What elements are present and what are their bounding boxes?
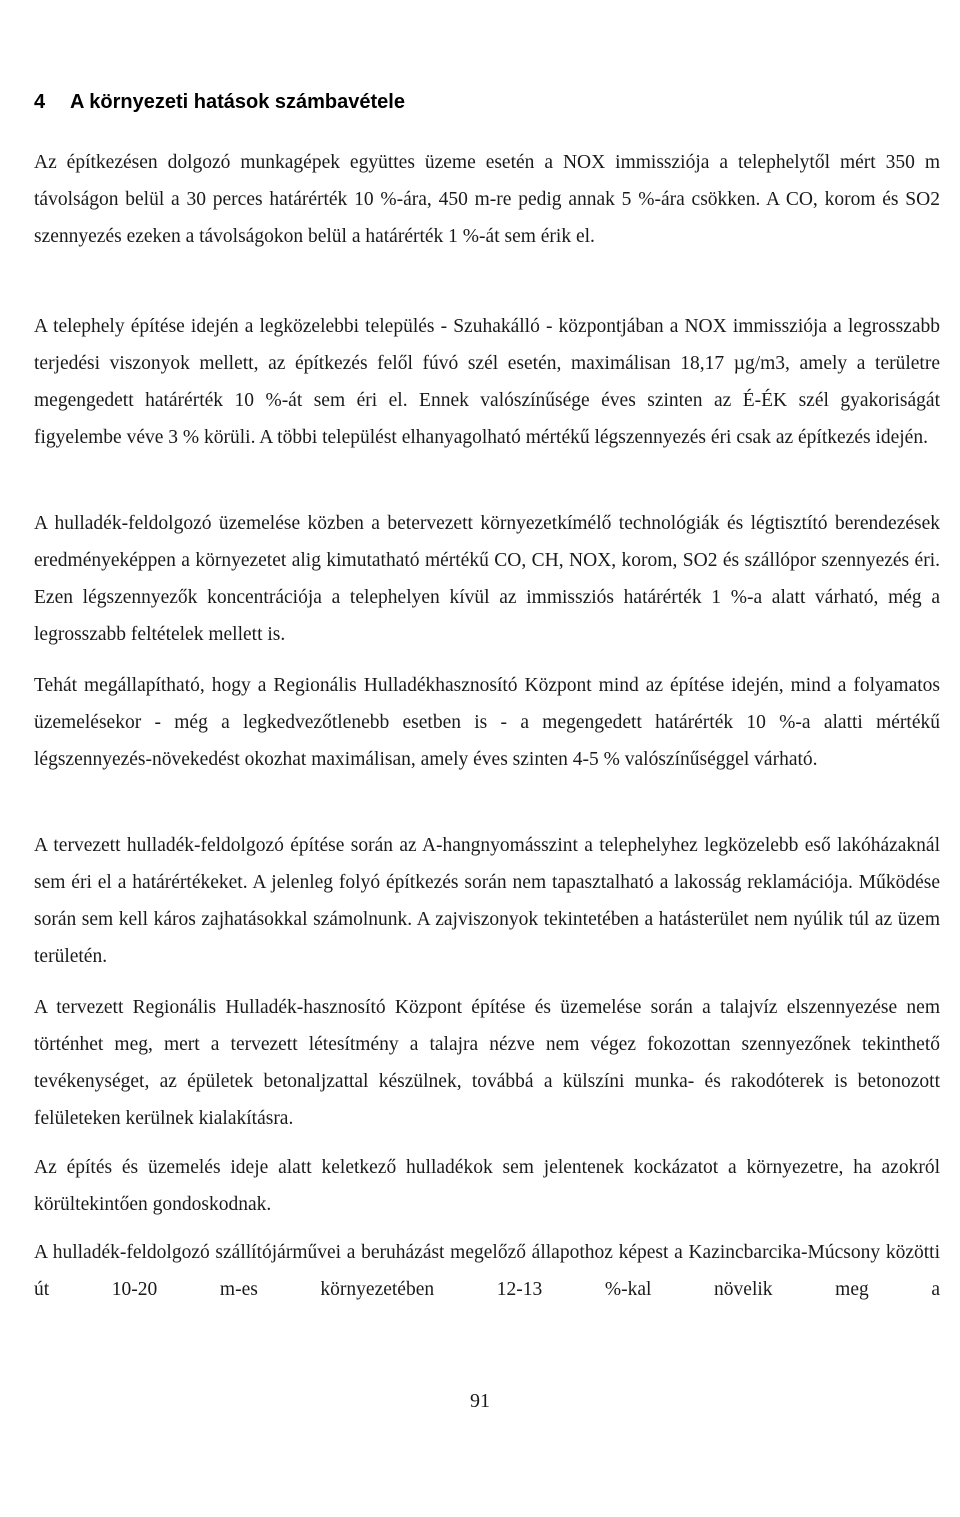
section-title: A környezeti hatások számbavétele — [70, 91, 405, 113]
section-number: 4 — [34, 91, 46, 113]
page-number: 91 — [470, 1390, 490, 1412]
paragraph-8: A hulladék-feldolgozó szállítójárművei a beruházást megelőző állapothoz képest a Kazincbarcika-Múcsony közötti út 10-20 m-es környezetében 12-13 %-kal növelik meg a — [34, 1242, 940, 1300]
section-heading — [34, 91, 405, 114]
paragraph-5: A tervezett hulladék-feldolgozó építése során az A-hangnyomásszint a telephelyhez legközelebb eső lakóházaknál sem éri el a határértékeket. A jelenleg folyó építkezés során nem tapasztalható a lakosság reklamációja. Működése során sem kell káros zajhatásokkal számolnunk. A zajviszonyok tekintetében a hatásterület nem nyúlik túl az üzem területén. — [34, 835, 940, 967]
paragraph-2: A telephely építése idején a legközelebbi település - Szuhakálló - központjában a NOX immissziója a legrosszabb terjedési viszonyok mellett, az építkezés felől fúvó szél esetén, maximálisan 18,17 µg/m3, amely a területre megengedett határérték 10 %-át sem éri el. Ennek valószínűsége éves szinten az É-ÉK szél gyakoriságát figyelembe véve 3 % körüli. A többi települést elhanyagolható mértékű légszennyezés éri csak az építkezés idején. — [34, 316, 940, 448]
paragraph-1: Az építkezésen dolgozó munkagépek együttes üzeme esetén a NOX immissziója a telephelytől mért 350 m távolságon belül a 30 perces határérték 10 %-ára, 450 m-re pedig annak 5 %-ára csökken. A CO, korom és SO2 szennyezés ezeken a távolságokon belül a határérték 1 %-át sem érik el. — [34, 152, 940, 247]
paragraph-7: Az építés és üzemelés ideje alatt keletkező hulladékok sem jelentenek kockázatot a környezetre, ha azokról körültekintően gondoskodnak. — [34, 1157, 940, 1215]
paragraph-4: Tehát megállapítható, hogy a Regionális Hulladékhasznosító Központ mind az építése idején, mind a folyamatos üzemelésekor - még a legkedvezőtlenebb esetben is - a megengedett határérték 10 %-a alatti mértékű légszennyezés-növekedést okozhat maximálisan, amely éves szinten 4-5 % valószínűséggel várható. — [34, 675, 940, 770]
paragraph-3: A hulladék-feldolgozó üzemelése közben a betervezett környezetkímélő technológiák és légtisztító berendezések eredményeképpen a környezetet alig kimutatható mértékű CO, CH, NOX, korom, SO2 és szállópor szennyezés éri. Ezen légszennyezők koncentrációja a telephelyen kívül az immissziós határérték 1 %-a alatt várható, még a legrosszabb feltételek mellett is. — [34, 513, 940, 645]
paragraph-6: A tervezett Regionális Hulladék-hasznosító Központ építése és üzemelése során a talajvíz elszennyezése nem történhet meg, mert a tervezett létesítmény a talajra nézve nem végez fokozottan szennyezőnek tekinthető tevékenységet, az épületek betonaljzattal készülnek, továbbá a külszíni munka- és rakodóterek is betonozott felületeken kerülnek kialakításra. — [34, 997, 940, 1129]
